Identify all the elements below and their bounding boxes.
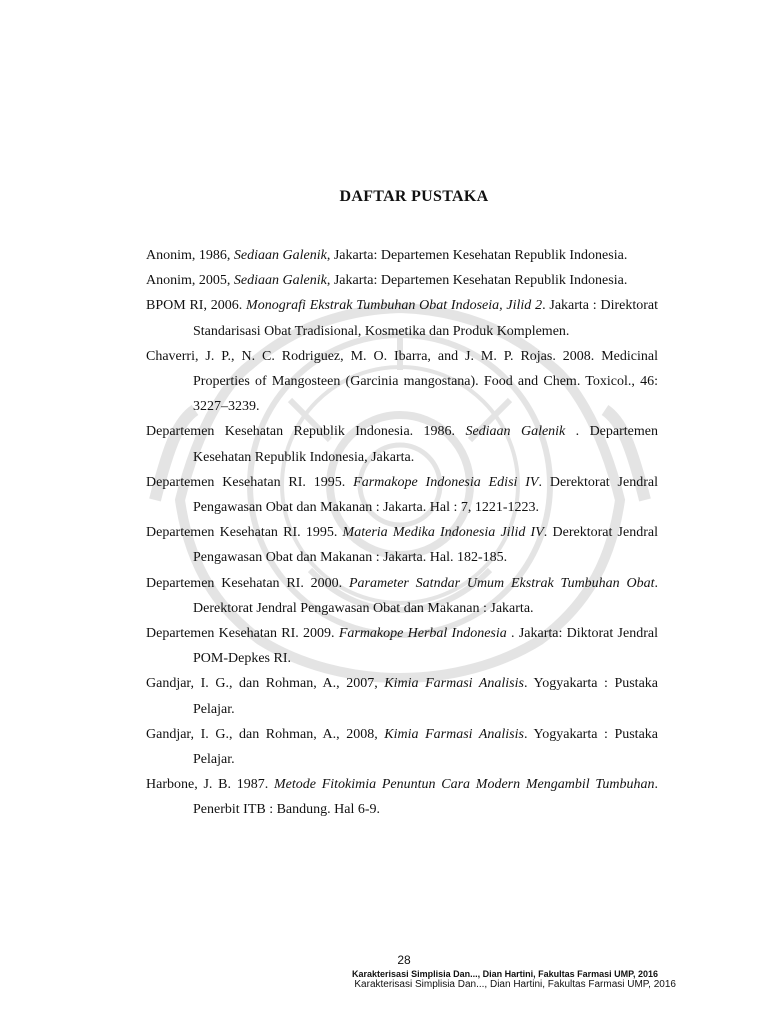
footer-citation: Karakterisasi Simplisia Dan..., Dian Hartini, Fakultas Farmasi UMP, 2016 (354, 979, 676, 990)
page-number: 28 (397, 953, 411, 967)
reference-list (146, 243, 658, 823)
page-title: DAFTAR PUSTAKA (339, 188, 489, 205)
reference-entry: Departemen Kesehatan RI. 1995. Farmakope Indonesia Edisi IV. Derektorat Jendral Pengawasan Obat dan Makanan : Jakarta. Hal : 7, 1221-1223. (146, 474, 658, 516)
reference-entry: Departemen Kesehatan RI. 1995. Materia Medika Indonesia Jilid IV. Derektorat Jendral Pengawasan Obat dan Makanan : Jakarta. Hal. 182-185. (146, 525, 658, 566)
reference-entry: Harbone, J. B. 1987. Metode Fitokimia Penuntun Cara Modern Mengambil Tumbuhan. Penerbit ITB : Bandung. Hal 6-9. (146, 777, 658, 818)
reference-entry: Departemen Kesehatan RI. 2009. Farmakope Herbal Indonesia . Jakarta: Diktorat Jendral POM-Depkes RI. (146, 626, 658, 667)
reference-entry: Chaverri, J. P., N. C. Rodriguez, M. O. Ibarra, and J. M. P. Rojas. 2008. Medicinal Properties of Mangosteen (Garcinia mangostana). Food and Chem. Toxicol., 46: 3227–3239. (146, 348, 658, 415)
reference-entry: Gandjar, I. G., dan Rohman, A., 2008, Kimia Farmasi Analisis. Yogyakarta : Pustaka Pelajar. (146, 726, 659, 768)
reference-entry: Departemen Kesehatan Republik Indonesia. 1986. Sediaan Galenik . Departemen Kesehatan Republik Indonesia, Jakarta. (146, 424, 658, 465)
footer-citation-bold: Karakterisasi Simplisia Dan..., Dian Hartini, Fakultas Farmasi UMP, 2016 (352, 969, 658, 979)
reference-entry: Anonim, 1986, Sediaan Galenik, Jakarta: Departemen Kesehatan Republik Indonesia. (146, 248, 628, 263)
reference-entry: Gandjar, I. G., dan Rohman, A., 2007, Kimia Farmasi Analisis. Yogyakarta : Pustaka Pelajar. (146, 676, 659, 717)
reference-entry: BPOM RI, 2006. Monografi Ekstrak Tumbuhan Obat Indoseia, Jilid 2. Jakarta : Direktorat Standarisasi Obat Tradisional, Kosmetika dan Produk Komplemen. (146, 298, 658, 339)
reference-entry: Departemen Kesehatan RI. 2000. Parameter Satndar Umum Ekstrak Tumbuhan Obat. Derektorat Jendral Pengawasan Obat dan Makanan : Jakarta. (146, 575, 658, 616)
reference-entry: Anonim, 2005, Sediaan Galenik, Jakarta: Departemen Kesehatan Republik Indonesia. (146, 273, 628, 289)
